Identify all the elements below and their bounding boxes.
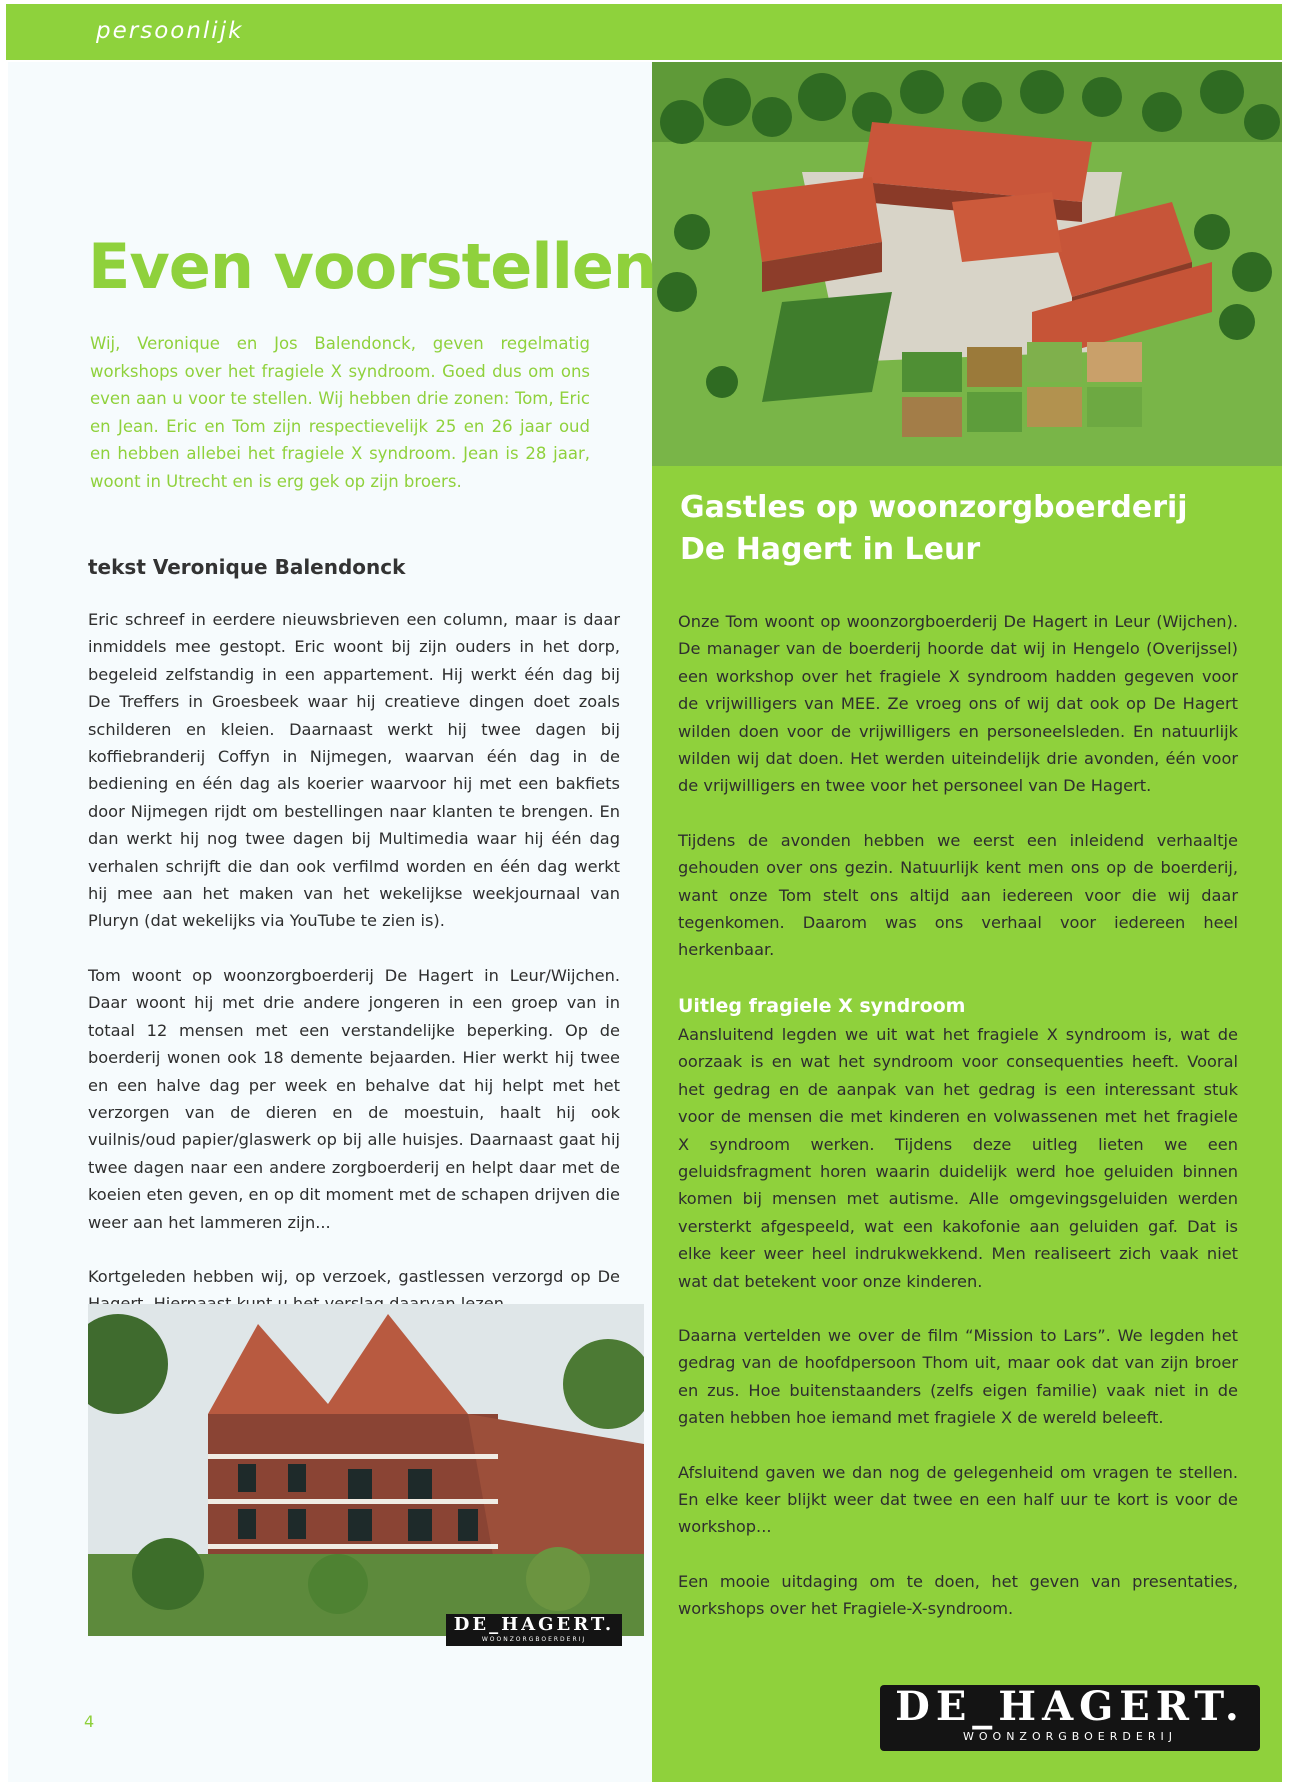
right-paragraph: Afsluitend gaven we dan nog de gelegenheid om vragen te stellen. En elke keer blijkt weer dat twee en een half uur te kort is voor de workshop... — [678, 1462, 1238, 1537]
article-intro: Wij, Veronique en Jos Balendonck, geven regelmatig workshops over het fragiele X syndroom. Goed dus om ons even aan u voor te stellen. Wij hebben drie zonen: Tom, Eric en Jean. Eric en Tom zijn respectievelijk 25 en 26 jaar oud en hebben allebei het fragiele X syndroom. Jean is 28 jaar, woont in Utrecht en is erg gek op zijn broers. — [90, 334, 590, 491]
logo-tagline: WOONZORGBOERDERIJ — [963, 1730, 1177, 1743]
right-body-text — [678, 608, 1238, 1650]
right-paragraph: Tijdens de avonden hebben we eerst een inleidend verhaaltje gehouden over ons gezin. Natuurlijk kent men ons op de boerderij, want onze Tom stelt ons altijd aan iedereen voor die wij daar tegenkomen. Daarom was ons verhaal voor iedereen heel herkenbaar. — [678, 830, 1238, 960]
logo-small-tagline: WOONZORGBOERDERIJ — [481, 1636, 587, 1643]
left-paragraph: Tom woont op woonzorgboerderij De Hagert in Leur/Wijchen. Daar woont hij met drie andere jongeren in een groep van in totaal 12 mensen met een verstandelijke beperking. Op de boerderij wonen ook 18 demente bejaarden. Hier werkt hij twee en een halve dag per week en behalve dat hij helpt met het verzorgen van de dieren en de moestuin, haalt hij ook vuilnis/oud papier/glaswerk op bij alle huisjes. Daarnaast gaat hij twee dagen naar een andere zorgboerderij en helpt daar met de koeien eten geven, en op dit moment met de schapen drijven die weer aan het lammeren zijn... — [88, 965, 620, 1232]
left-paragraph: Kortgeleden hebben wij, op verzoek, gastlessen verzorgd op De — [88, 1266, 620, 1286]
subheading: Uitleg fragiele X syndroom — [678, 994, 966, 1017]
de-hagert-logo — [880, 1685, 1260, 1751]
right-paragraph: Onze Tom woont op woonzorgboerderij De Hagert in Leur (Wijchen). De manager van de boerderij hoorde dat wij in Hengelo (Overijssel) een workshop over het fragiele X syndroom hadden gegeven voor de vrijwilligers van MEE. Ze vroeg ons of wij dat ook op De Hagert wilden doen voor de vrijwilligers en personeelsleden. En natuurlijk wilden wij dat doen. Het werden uiteindelijk drie avonden, één voor de vrijwilligers en twee voor het personeel van De Hagert. — [678, 612, 1238, 796]
left-body-text — [88, 606, 620, 1345]
right-column-title: Gastles op woonzorgboerderij De Hagert in Leur — [680, 490, 1188, 567]
right-paragraph: Daarna vertelden we over de film “Mission to Lars”. We legden het gedrag van de hoofdpersoon Thom uit, maar ook dat van zijn broer en zus. Hoe buitenstaanders (zelfs eigen familie) vaak niet in de gaten hebben hoe iemand met fragiele X de wereld beleeft. — [678, 1325, 1238, 1428]
section-label: persoonlijk — [96, 18, 244, 44]
left-paragraph: Eric schreef in eerdere nieuwsbrieven een column, maar is daar inmiddels mee gestopt. Eric woont bij zijn ouders in het dorp, begeleid zelfstandig in een appartement. Hij werkt één dag bij De Treffers in Groesbeek waar hij creatieve dingen doet zoals schilderen en kleien. Daarnaast werkt hij twee dagen bij koffiebranderij Coffyn in Nijmegen, waarvan één dag in de bediening en één dag als koerier waarvoor hij met een bakfiets door Nijmegen rijdt om bestellingen naar klanten te brengen. En dan werkt hij nog twee dagen bij Multimedia waar hij één dag verhalen schrijft die dan ook verfilmd worden en één dag werkt hij mee aan het maken van het wekelijkse weekjournaal van Pluryn (dat wekelijks via YouTube te zien is). — [88, 610, 620, 931]
right-paragraph: Aansluitend legden we uit wat het fragiele X syndroom is, wat de oorzaak is en wat het syndroom voor consequenties heeft. Vooral het gedrag en de aanpak van het gedrag is een interessant stuk voor de mensen die met kinderen en volwassenen met het fragiele X syndroom werken. Tijdens deze uitleg lieten we een geluidsfragment horen waarin duidelijk werd hoe geluiden binnen komen bij mensen met autisme. Alle omgevingsgeluiden werden versterkt afgespeeld, wat een kakofonie aan geluiden gaf. Dat is elke keer weer heel indrukwekkend. Men realiseert zich vaak niet wat dat betekent voor onze kinderen. — [678, 1024, 1238, 1291]
article-title: Even voorstellen — [88, 230, 657, 303]
page-number: 4 — [84, 1712, 95, 1731]
farmhouse-photo — [88, 1304, 644, 1636]
article-byline: tekst Veronique Balendonck — [88, 555, 406, 579]
header-bar — [6, 4, 1282, 60]
logo-small-name: DE_HAGERT. — [453, 1614, 615, 1635]
farm-illustration — [652, 62, 1282, 466]
right-paragraph: Een mooie uitdaging om te doen, het geven van presentaties, workshops over het Fragiele-X-syndroom. — [678, 1571, 1238, 1619]
de-hagert-logo-small — [446, 1614, 622, 1646]
logo-name: DE_HAGERT. — [895, 1683, 1245, 1730]
